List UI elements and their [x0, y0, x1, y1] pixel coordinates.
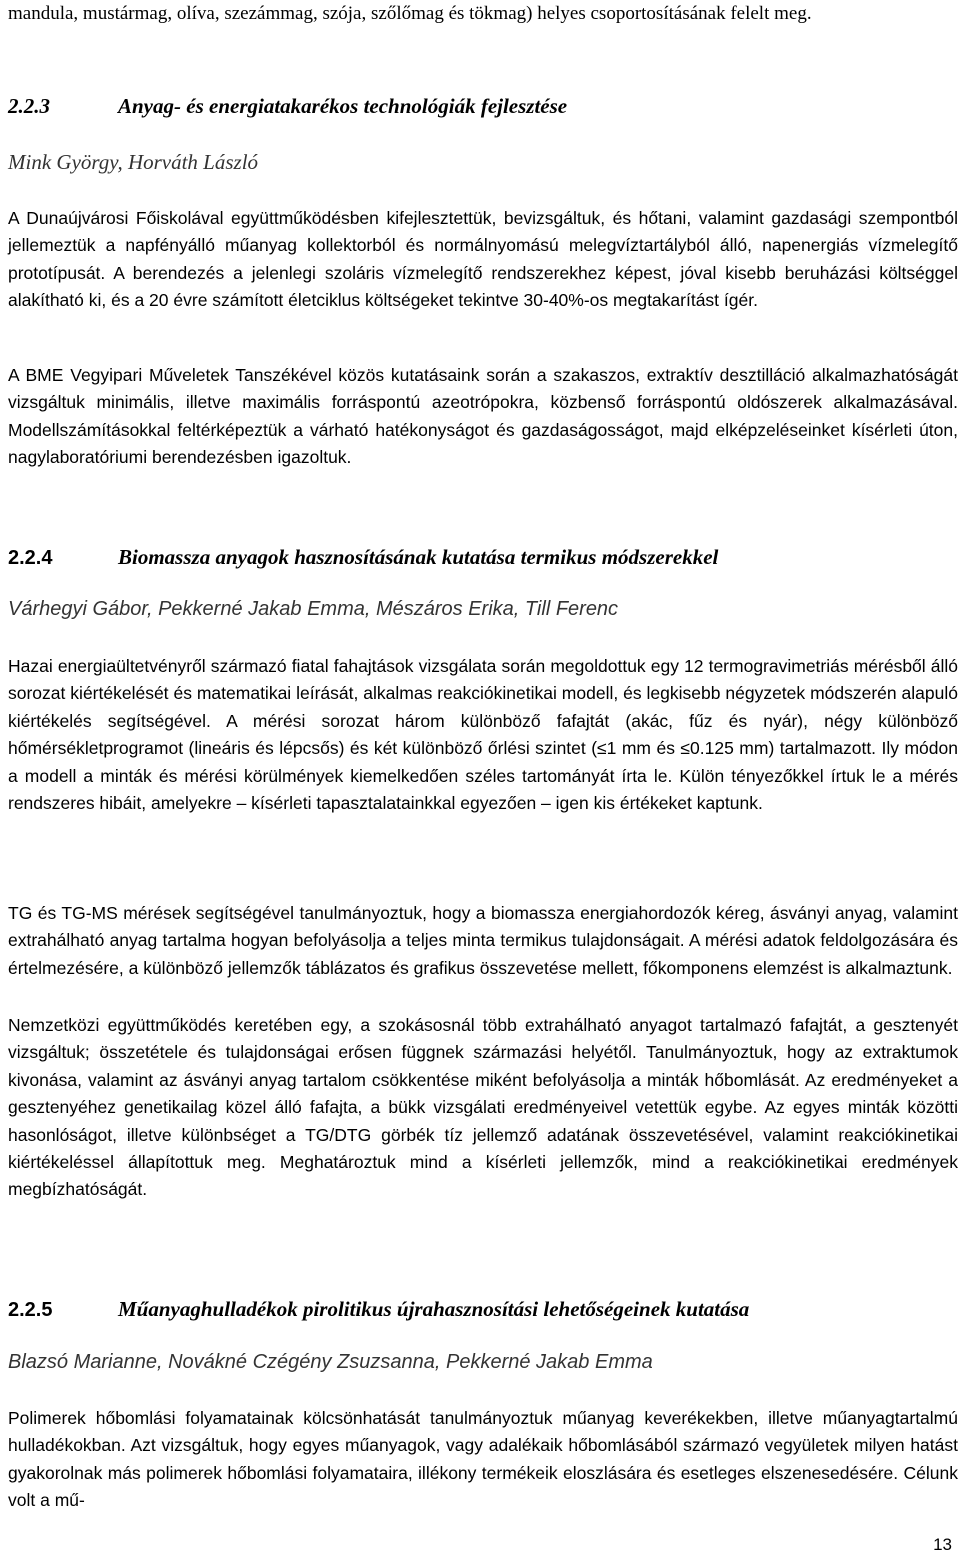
section-224-authors: Várhegyi Gábor, Pekkerné Jakab Emma, Mészáros Erika, Till Ferenc: [8, 598, 619, 620]
section-225-authors: Blazsó Marianne, Novákné Czégény Zsuzsanna, Pekkerné Jakab Emma: [8, 1351, 653, 1373]
section-225-heading: [8, 1297, 749, 1322]
section-223-paragraph-1: A Dunaújvárosi Főiskolával együttműködésben kifejlesztettük, bevizsgáltuk, és hőtani, valamint gazdasági szempontból jellemeztük a napfényálló műanyag kollektorból és normálnyomású melegvíztartályból álló, napenergiás vízmelegítő prototípusát. A berendezés a jelenlegi szoláris vízmelegítő rendszerekhez képest, jóval kisebb beruházási költséggel alakítható ki, és a 20 évre számított életciklus költségeket tekintve 30-40%-os megtakarítást ígér.: [8, 208, 958, 311]
section-223-authors: Mink György, Horváth László: [8, 150, 259, 174]
section-224-paragraph-1: Hazai energiaültetvényről származó fiatal fahajtások vizsgálata során megoldottuk egy 12 termogravimetriás mérésből álló sorozat kiértékelését és matematikai leírását, alkalmas reakciókinetikai modell, és legkisebb négyzetek módszerén alapuló kiértékelés segítségével. A mérési sorozat három különböző fafajtát (akác, fűz és nyár), négy különböző hőmérsékletprogramot (lineáris és lépcsős) és két különböző őrlési szintet (≤1 mm és ≤0.125 mm) tartalmazott. Ily módon a modell a minták és mérési körülmények kiemelkedően széles tartományát írta le. Külön tényezőkkel írtuk le a mérés rendszeres hibáit, amelyekre – kísérleti tapasztalatainkkal egyezően – igen kis értékeket kaptunk.: [8, 656, 958, 814]
section-225-number: 2.2.5: [8, 1299, 53, 1321]
section-223-paragraph-2: A BME Vegyipari Műveletek Tanszékével közös kutatásaink során a szakaszos, extraktív desztilláció alkalmazhatóságát vizsgáltuk minimális, illetve maximális forráspontú azeotrópokra, közbenső forráspontú oldószerek alkalmazásával. Modellszámításokkal feltérképeztük a várható hatékonyságot és gazdaságosságot, majd elképzeléseinket kísérleti úton, nagylaboratóriumi berendezésben igazoltuk.: [8, 365, 958, 468]
section-225-title: Műanyaghulladékok pirolitikus újrahasznosítási lehetőségeinek kutatása: [118, 1297, 750, 1321]
section-223-number: 2.2.3: [8, 94, 50, 118]
section-224-heading: [8, 545, 718, 570]
section-223-heading: [8, 94, 567, 119]
section-225-paragraph-1: Polimerek hőbomlási folyamatainak kölcsönhatását tanulmányoztuk műanyag keverékekben, illetve műanyagtartalmú hulladékokban. Azt vizsgáltuk, hogy egyes műanyagok, vagy adalékaik hőbomlásából származó vegyületek milyen hatást gyakorolnak más polimerek hőbomlási folyamataira, illékony termékeik eloszlására és esetleges elszenesedésére. Célunk volt a mű-: [8, 1408, 958, 1511]
intro-paragraph: mandula, mustármag, olíva, szezámmag, szója, szőlőmag és tökmag) helyes csoportosításának felelt meg.: [8, 3, 812, 24]
page-number: 13: [933, 1535, 952, 1554]
section-224-paragraph-3: Nemzetközi együttműködés keretében egy, a szokásosnál több extrahálható anyagot tartalmazó fafajtát, a gesztenyét vizsgáltuk; összetétele és tulajdonságai erősen függnek származási helyétől. Tanulmányoztuk, hogy az extraktumok kivonása, valamint az ásványi anyag tartalom csökkentése miként befolyásolja a minták hőbomlását. Az eredményeket a gesztenyéhez genetikailag közel álló fafajta, a bükk vizsgálati eredményeivel vetettük egybe. Az egyes minták közötti hasonlóságot, illetve különbséget a TG/DTG görbék tíz jellemző adatának összevetésével, valamint reakciókinetikai kiértékeléssel állapítottuk meg. Meghatároztuk mind a kísérleti jellemzők, mind a reakciókinetikai eredmények megbízhatóságát.: [8, 1015, 958, 1200]
section-224-paragraph-2: TG és TG-MS mérések segítségével tanulmányoztuk, hogy a biomassza energiahordozók kéreg, ásványi anyag, valamint extrahálható anyag tartalma hogyan befolyásolja a teljes minta termikus tulajdonságait. A mérési adatok feldolgozására és értelmezésére, a különböző jellemzők táblázatos és grafikus összevetése mellett, főkomponens elemzést is alkalmaztunk.: [8, 903, 958, 978]
section-223-title: Anyag- és energiatakarékos technológiák fejlesztése: [118, 94, 568, 118]
section-224-number: 2.2.4: [8, 547, 53, 569]
section-224-title: Biomassza anyagok hasznosításának kutatása termikus módszerekkel: [118, 545, 719, 569]
